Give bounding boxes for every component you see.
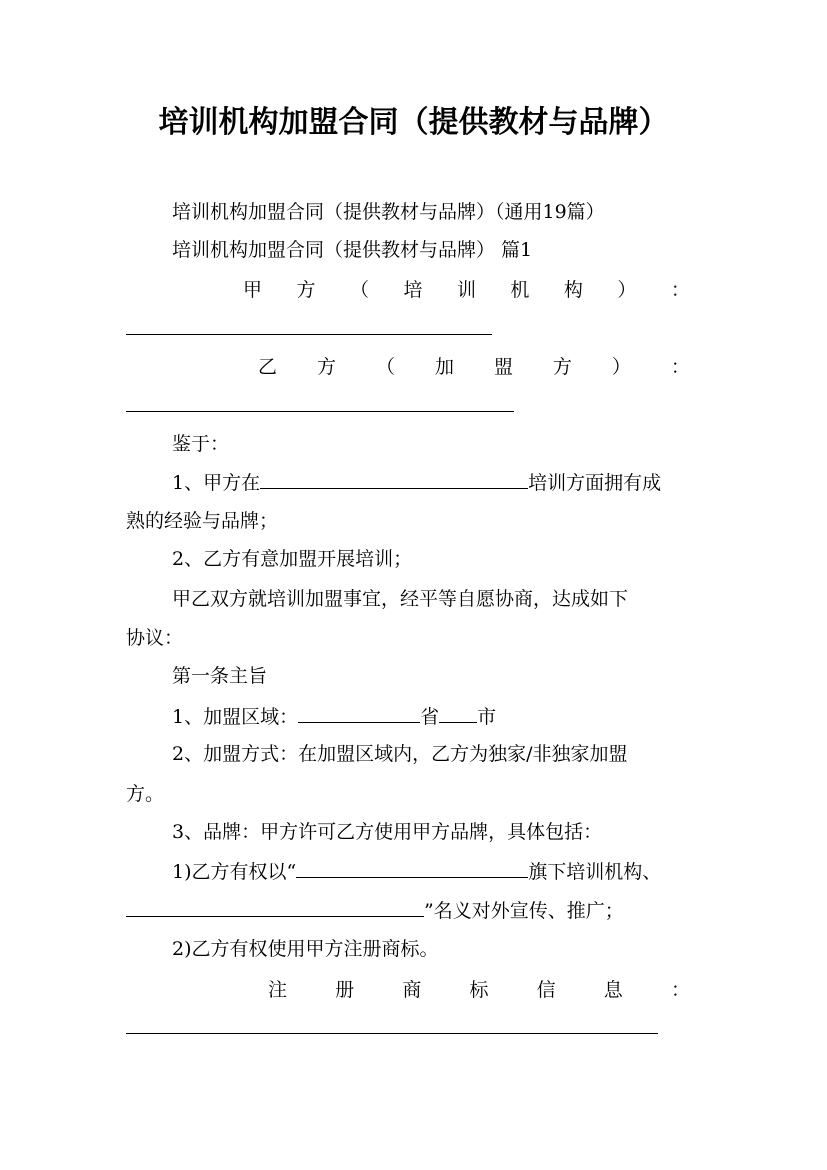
agreement-text: 甲乙双方就培训加盟事宜，经平等自愿协商，达成如下 [172, 588, 629, 610]
item-2: 2、乙方有意加盟开展培训； [172, 548, 413, 570]
whereas-label: 鉴于： [172, 433, 230, 455]
section-1-heading: 第一条主旨 [172, 665, 268, 687]
party-a-blank [126, 334, 492, 335]
brand-item-1-continued: ”名义对外宣传、推广； [126, 896, 624, 925]
mode-clause-continued: 方。 [126, 783, 165, 805]
mode-clause: 2、加盟方式：在加盟区域内，乙方为独家/非独家加盟 [172, 743, 628, 765]
agreement-continued: 协议： [126, 627, 184, 649]
party-a-label: 甲 方 （ 培 训 机 构 ） ： [243, 279, 690, 301]
item-1-continued: 熟的经验与品牌； [126, 510, 279, 532]
brand-clause: 3、品牌：甲方许可乙方使用甲方品牌，具体包括： [172, 821, 603, 843]
document-subtitle: 培训机构加盟合同（提供教材与品牌）（通用19篇） [172, 201, 605, 223]
article-heading: 培训机构加盟合同（提供教材与品牌） 篇1 [172, 239, 533, 261]
region-clause: 1、加盟区域： 省 市 [172, 702, 496, 731]
brand-item-1: 1)乙方有权以“ 旗下培训机构、 [172, 857, 661, 886]
item-1: 1、甲方在 培训方面拥有成 [172, 468, 661, 497]
brand-item-2: 2)乙方有权使用甲方注册商标。 [172, 938, 439, 960]
party-b-label: 乙 方 （ 加 盟 方 ） ： [258, 356, 690, 378]
trademark-info-blank [126, 1033, 658, 1034]
party-b-blank [126, 411, 514, 412]
trademark-info-label: 注 册 商 标 信 息 ： [268, 979, 690, 1001]
document-title: 培训机构加盟合同（提供教材与品牌） [158, 105, 669, 140]
